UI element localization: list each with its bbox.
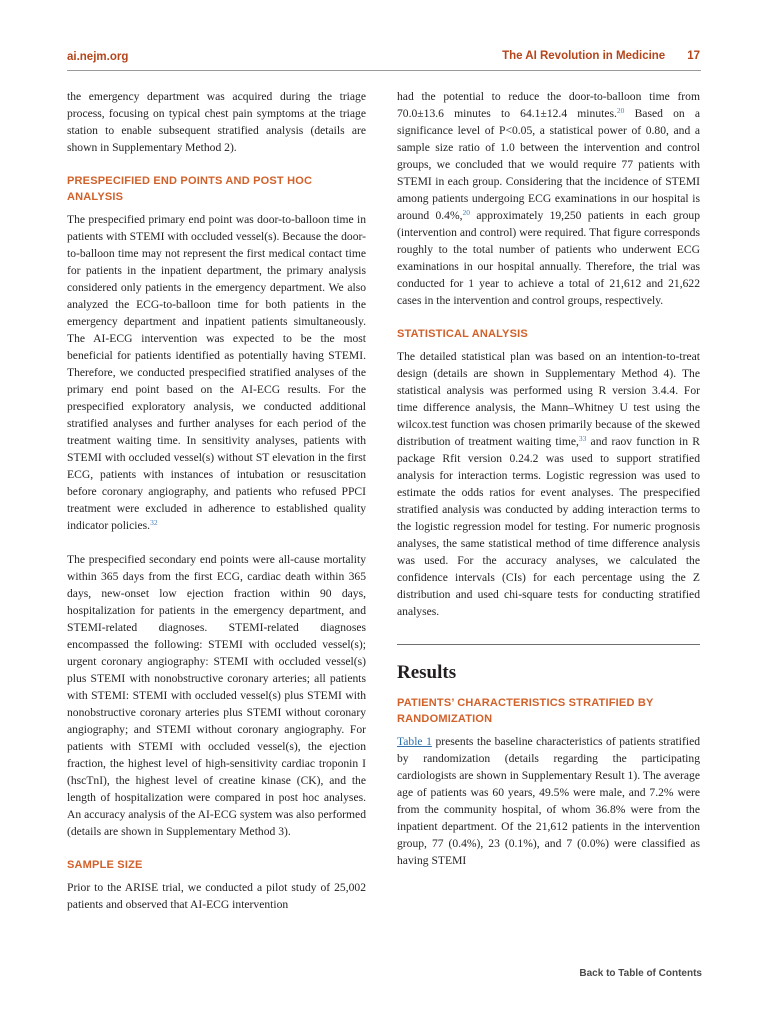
endpoints-paragraph-1: The prespecified primary end point was door-to-balloon time in patients with STEMI with occluded vessel(s). Because the door-to-balloon time may not represent the first medical contact time for patients in the inpatient department, the primary analysis considered only patients in the emergency department. We also analyzed the ECG-to-balloon time for both patients in the emergency department and inpatient patients simultaneously. The AI-ECG intervention was expected to be the most beneficial for patients identified as potentially having STEMI. Therefore, we conducted prespecified stratified analyses of the primary end point based on the AI-ECG results. For the prespecified exploratory analysis, we conducted additional stratified analyses and further analyses for each period of the treatment waiting time. In sensitivity analyses, patients with STEMI with occluded vessel(s) without ST elevation in the first ECG, patients with instances of intubation or resuscitation before coronary angiography, and patients who refused PPCI treatment were excluded in adherence to established quality indicator policies.$^{32}$	[67, 213, 366, 532]
running-header	[502, 50, 700, 62]
statistical-analysis-paragraph: The detailed statistical plan was based on an intention-to-treat design (details are shown in Supplementary Method 4). The statistical analysis was performed using R version 3.4.4. For time difference analysis, the Mann–Whitney U test using the wilcox.test function was chosen primarily because of the skewed distribution of treatment waiting time,$^{33}$ and raov function in R package Rfit version 0.24.2 was used to support stratified analysis for interaction terms. Logistic regression was used to estimate the odds ratios for event analyses. The prespecified stratified analysis was conducted by adding interaction terms to the logistic regression model for testing. For numeric prognosis analyses, the same statistical method of time difference analysis was used. For the accuracy analyses, we calculated the confidence intervals (CIs) for each percentage using the Z distribution and used chi-square tests for conducting stratified analyses.	[397, 350, 700, 618]
citation-ref[interactable]: 20	[616, 106, 625, 115]
left-column	[67, 88, 366, 913]
table-1-link[interactable]: Table 1	[397, 735, 432, 748]
results-divider	[397, 644, 700, 645]
back-to-toc-link[interactable]: Back to Table of Contents	[579, 968, 702, 979]
intro-paragraph: the emergency department was acquired during the triage process, focusing on typical chest pain symptoms at the triage station to enable subsequent stratified analysis (details are shown in Supplementary Method 2).	[67, 90, 366, 154]
header-divider	[67, 70, 701, 71]
page-number: 17	[687, 50, 700, 62]
citation-ref[interactable]: 20	[462, 208, 471, 217]
site-link[interactable]: ai.nejm.org	[67, 51, 129, 63]
citation-ref[interactable]: 32	[150, 518, 158, 527]
right-column	[397, 88, 700, 869]
journal-section-title: The AI Revolution in Medicine	[502, 50, 666, 62]
sample-size-heading: SAMPLE SIZE	[67, 859, 143, 871]
results-heading: Results	[397, 662, 457, 683]
patients-characteristics-paragraph: Table 1 presents the baseline characteristics of patients stratified by randomization (details regarding the participating cardiologists are shown in Supplementary Result 1). The average age of patients was 60 years, 49.5% were male, and 7.2% were from the community hospital, of whom 36.8% were from the inpatient department. Of the 21,612 patients in the intervention group, 77 (0.4%), 23 (0.1%), and 7 (0.0%) were classified as having STEMI	[397, 735, 701, 867]
endpoints-paragraph-2: The prespecified secondary end points were all-cause mortality within 365 days from the first ECG, cardiac death within 365 days, new-onset low ejection fraction within 90 days, hospitalization for patients in the emergency department, and STEMI-related diagnoses. STEMI-related diagnoses encompassed the following: STEMI with occluded vessel(s); urgent coronary angiography: STEMI with occluded vessel(s) plus STEMI with nonobstructive coronary arteries; all patients with STEMI: STEMI with occluded vessel(s) plus STEMI with nonobstructive coronary arteries plus STEMI without coronary angiography; and STEMI without coronary angiography. For patients with STEMI with occluded vessel(s), the ejection fraction, the highest level of high-sensitivity cardiac troponin I (hscTnI), the highest level of creatine kinase (CK), and the length of hospitalization were compared in post hoc analyses. An accuracy analysis of the AI-ECG system was also performed (details are shown in Supplementary Method 3).	[67, 553, 366, 838]
citation-ref[interactable]: 33	[578, 434, 587, 443]
endpoints-heading: PRESPECIFIED END POINTS AND POST HOC ANALYSIS	[67, 175, 313, 203]
statistical-analysis-heading: STATISTICAL ANALYSIS	[397, 328, 528, 340]
sample-size-paragraph-cont: had the potential to reduce the door-to-balloon time from 70.0±13.6 minutes to 64.1±12.4 minutes.$^{20}$ Based on a significance level of P<0.05, a statistical power of 0.80, and a sample size ratio of 1.0 between the intervention and control groups, we concluded that we would require 77 patients with STEMI in each group. Considering that the incidence of STEMI among patients undergoing ECG examinations in our hospital is around 0.4%,$^{20}$ approximately 19,250 patients in each group (intervention and control) were required. That figure corresponds roughly to the total number of patients who underwent ECG examinations in our hospital annually. Therefore, the trial was conducted for 1 year to achieve a total of 21,612 and 21,622 cases in the intervention and control groups, respectively.	[397, 90, 700, 307]
sample-size-paragraph-start: Prior to the ARISE trial, we conducted a pilot study of 25,002 patients and observed that AI-ECG intervention	[67, 881, 366, 911]
patients-characteristics-heading: PATIENTS’ CHARACTERISTICS STRATIFIED BY RANDOMIZATION	[397, 697, 654, 725]
